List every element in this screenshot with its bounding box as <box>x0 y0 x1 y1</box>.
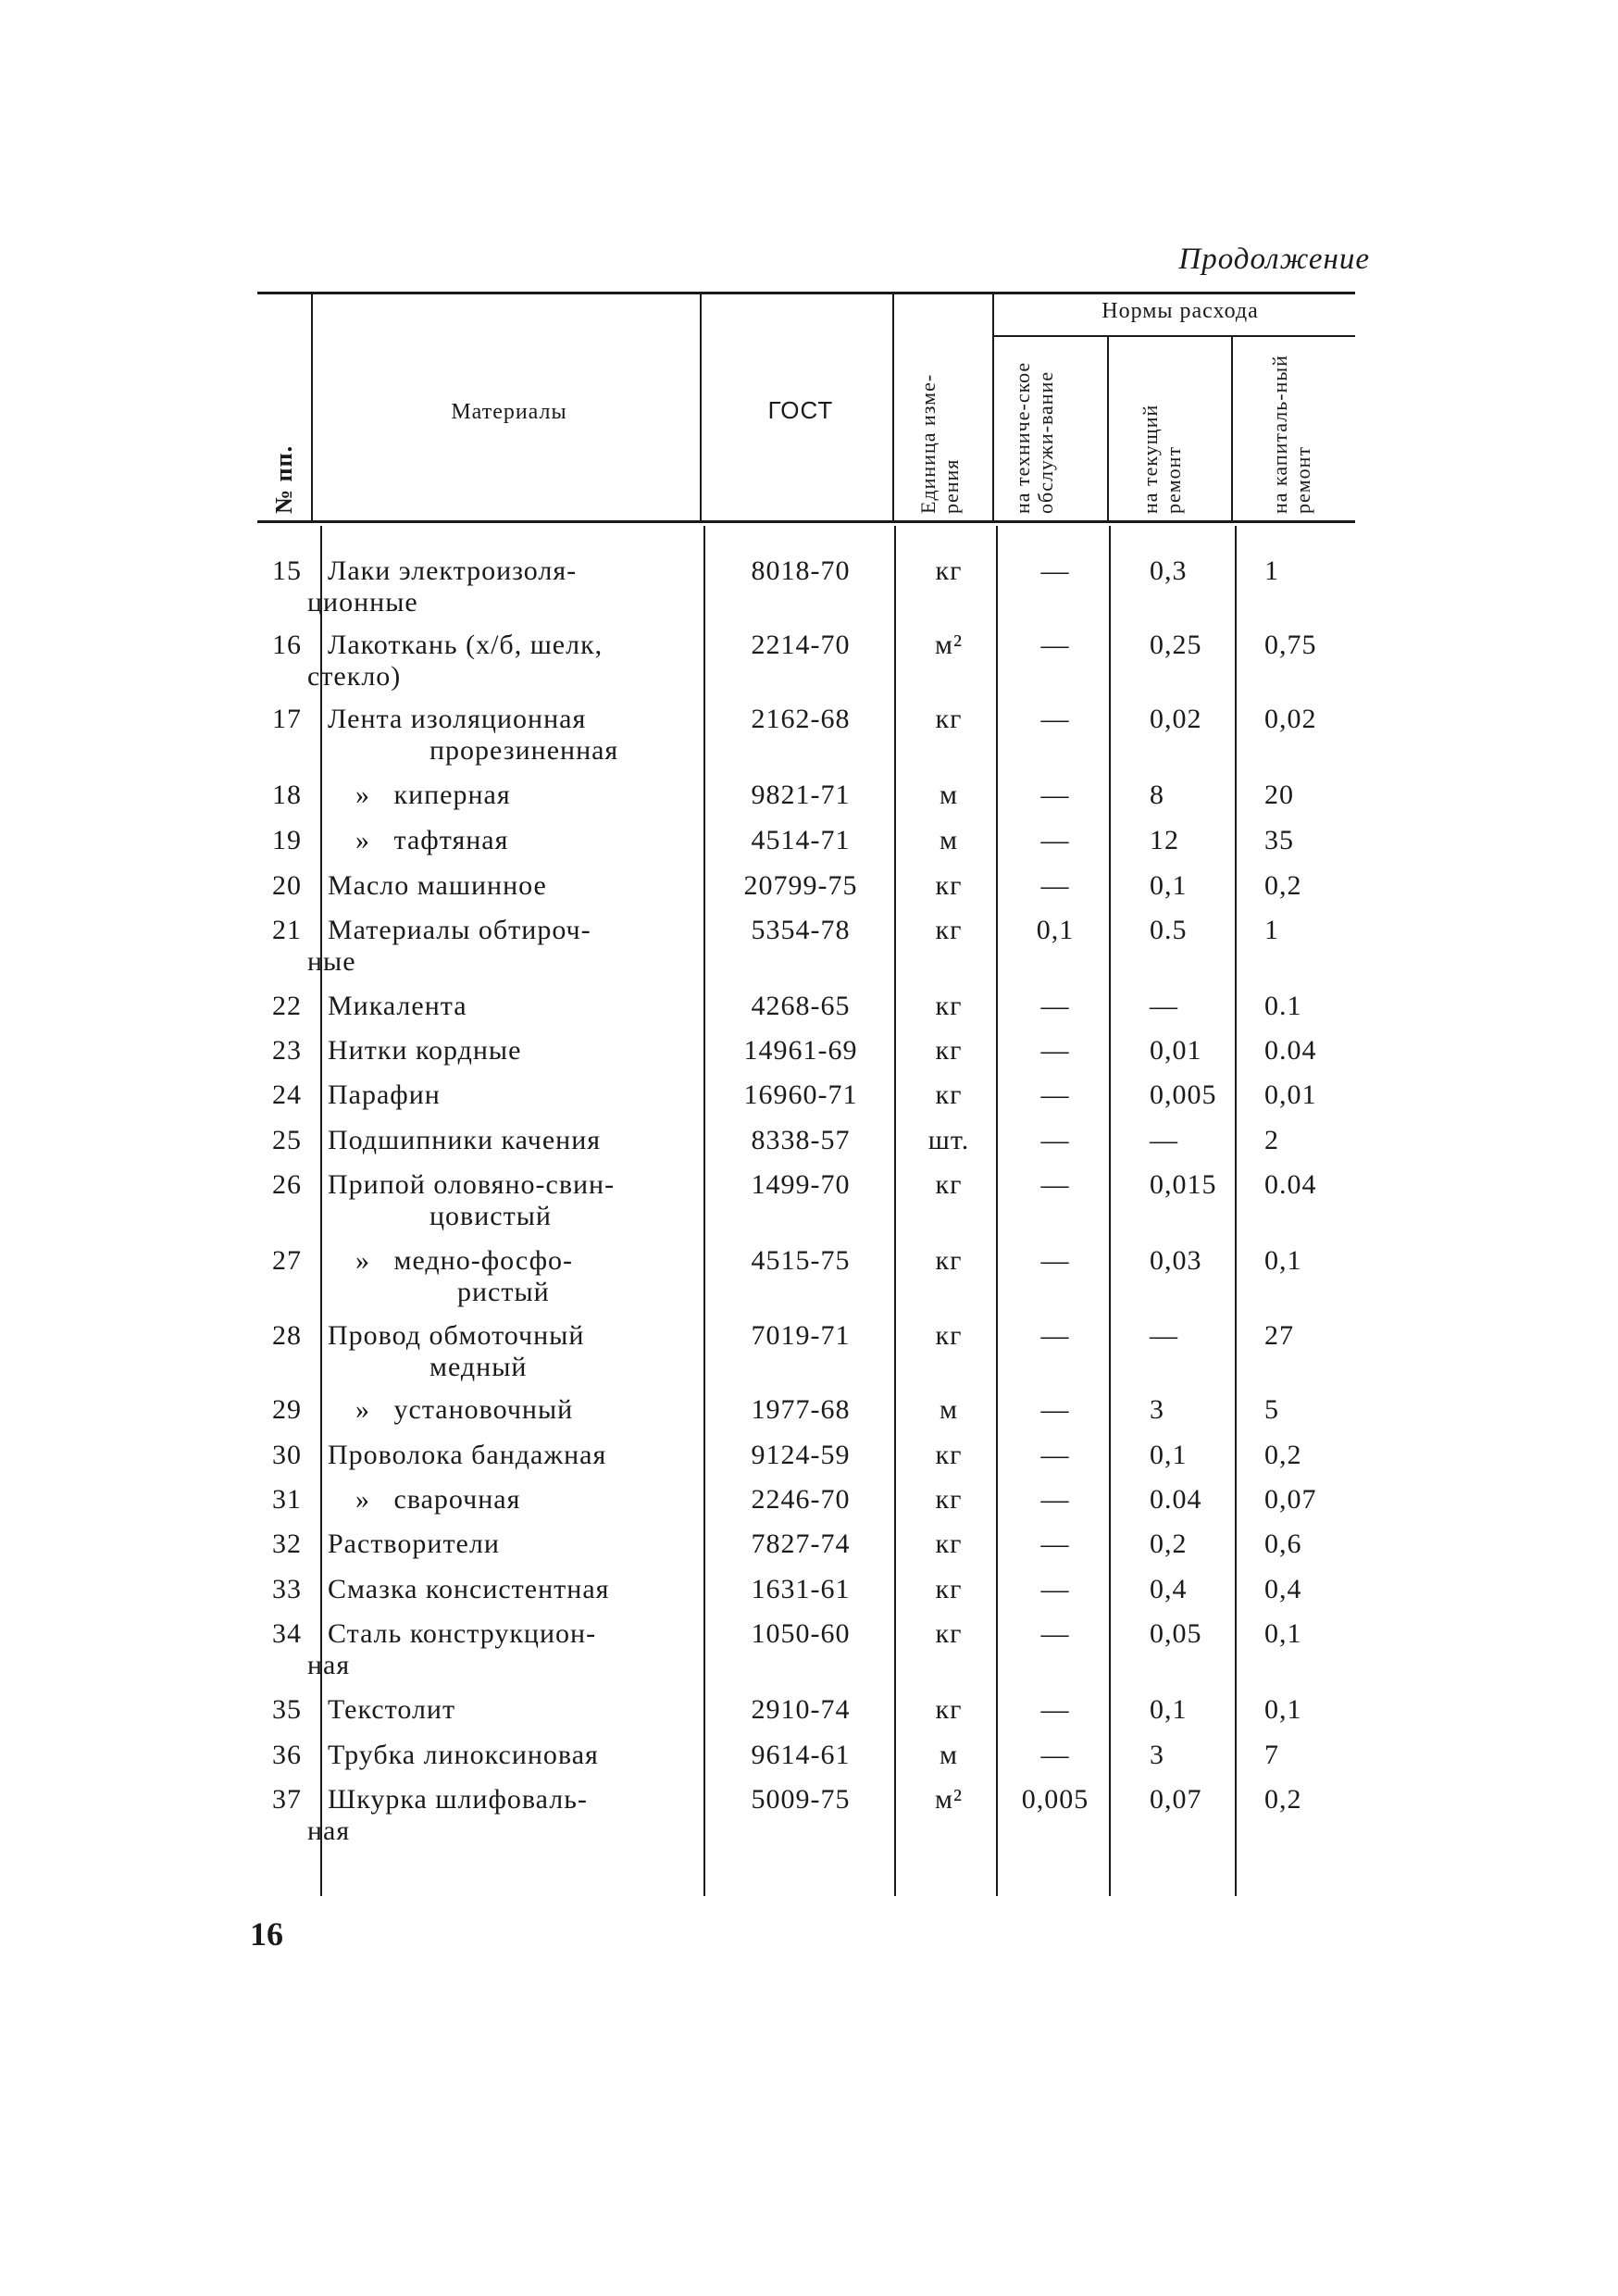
material-line-1: Шкурка шлифоваль- <box>328 1784 588 1815</box>
norm-maintenance: — <box>1040 870 1070 901</box>
material-name <box>328 1440 689 1471</box>
norm-current-repair: 0,4 <box>1150 1574 1188 1604</box>
material-name <box>307 1784 689 1847</box>
norm-capital-repair: 0,2 <box>1264 1784 1302 1815</box>
header-tr: на текущий ремонт <box>1139 404 1185 514</box>
unit-value: м <box>940 780 958 810</box>
norm-current-repair: 0,3 <box>1150 555 1188 586</box>
material-line-2: прорезиненная <box>429 735 619 766</box>
unit-value: кг <box>935 1574 963 1604</box>
material-line-1: Растворители <box>328 1529 500 1559</box>
material-line-1: Нитки кордные <box>328 1035 522 1066</box>
row-number: 31 <box>272 1484 302 1515</box>
norm-current-repair: 0,05 <box>1150 1618 1202 1649</box>
material-name <box>328 1574 689 1605</box>
norm-capital-repair: 0,1 <box>1264 1245 1302 1276</box>
row-number: 37 <box>272 1784 302 1815</box>
row-number: 16 <box>272 630 302 660</box>
norm-current-repair: 0.04 <box>1150 1484 1202 1515</box>
norm-capital-repair: 1 <box>1264 915 1279 945</box>
material-name <box>307 1618 689 1681</box>
norm-current-repair: — <box>1150 1320 1178 1351</box>
norm-maintenance: — <box>1040 555 1070 586</box>
material-line-1: Провод обмоточный <box>328 1320 585 1351</box>
gost-value: 5009-75 <box>751 1784 851 1815</box>
norm-maintenance: 0,1 <box>1036 915 1075 945</box>
norm-capital-repair: 27 <box>1264 1320 1294 1351</box>
gost-value: 4515-75 <box>751 1245 851 1276</box>
norm-maintenance: — <box>1040 1169 1070 1200</box>
row-number: 18 <box>272 780 302 810</box>
norm-capital-repair: 0,75 <box>1264 630 1317 660</box>
unit-value: м <box>940 1740 958 1770</box>
material-line-1: » тафтяная <box>355 825 509 855</box>
gost-value: 4268-65 <box>751 991 851 1021</box>
material-line-1: Трубка линоксиновая <box>328 1740 599 1770</box>
material-name <box>328 1079 689 1111</box>
norm-current-repair: 0,015 <box>1150 1169 1217 1200</box>
norm-current-repair: 0,2 <box>1150 1529 1188 1559</box>
norm-maintenance: — <box>1040 1694 1070 1725</box>
norm-capital-repair: 0,6 <box>1264 1529 1302 1559</box>
unit-value: кг <box>935 704 963 734</box>
material-line-1: Сталь конструкцион- <box>328 1618 597 1649</box>
material-name <box>307 630 689 693</box>
norm-capital-repair: 0,07 <box>1264 1484 1317 1515</box>
material-line-1: » сварочная <box>355 1484 521 1515</box>
unit-value: м <box>940 1394 958 1425</box>
norm-current-repair: 0,07 <box>1150 1784 1202 1815</box>
row-number: 28 <box>272 1320 302 1351</box>
unit-value: м² <box>935 630 963 660</box>
norm-capital-repair: 1 <box>1264 555 1279 586</box>
norm-capital-repair: 7 <box>1264 1740 1279 1770</box>
row-number: 34 <box>272 1618 302 1649</box>
norm-maintenance: — <box>1040 780 1070 810</box>
unit-value: кг <box>935 1079 963 1110</box>
material-name <box>328 1484 716 1516</box>
norm-maintenance: — <box>1040 630 1070 660</box>
gost-value: 16960-71 <box>743 1079 858 1110</box>
material-line-1: Смазка консистентная <box>328 1574 610 1604</box>
row-number: 33 <box>272 1574 302 1604</box>
body-divider-num <box>320 526 322 1896</box>
row-number: 20 <box>272 870 302 901</box>
row-number: 30 <box>272 1440 302 1470</box>
row-number: 25 <box>272 1125 302 1155</box>
material-line-1: Материалы обтироч- <box>328 915 591 945</box>
unit-value: кг <box>935 915 963 945</box>
unit-value: кг <box>935 870 963 901</box>
norm-maintenance: — <box>1040 1529 1070 1559</box>
norm-capital-repair: 0.04 <box>1264 1035 1317 1066</box>
page-number: 16 <box>250 1915 283 1953</box>
material-name <box>328 1169 689 1232</box>
material-name <box>328 1035 689 1067</box>
material-name <box>328 870 689 902</box>
norm-maintenance: — <box>1040 1618 1070 1649</box>
row-number: 35 <box>272 1694 302 1725</box>
continuation-label: Продолжение <box>1178 243 1370 276</box>
norm-current-repair: 3 <box>1150 1394 1164 1425</box>
material-name <box>328 1740 689 1771</box>
header-unit: Единица изме-рения <box>916 373 963 514</box>
header-bottom-rule <box>257 520 1355 523</box>
gost-value: 9821-71 <box>751 780 851 810</box>
gost-value: 14961-69 <box>743 1035 858 1066</box>
norm-maintenance: — <box>1040 1440 1070 1470</box>
material-line-1: Лаки электроизоля- <box>328 555 578 586</box>
material-name <box>307 915 689 978</box>
gost-value: 1499-70 <box>751 1169 851 1200</box>
row-number: 22 <box>272 991 302 1021</box>
material-line-1: Текстолит <box>328 1694 456 1725</box>
norm-current-repair: 0,25 <box>1150 630 1202 660</box>
gost-value: 1631-61 <box>751 1574 851 1604</box>
norm-current-repair: 8 <box>1150 780 1164 810</box>
body-divider-materials <box>703 526 705 1896</box>
gost-value: 8338-57 <box>751 1125 851 1155</box>
material-name <box>328 1529 689 1560</box>
col-divider-num <box>311 294 313 520</box>
header-to: на техниче-ское обслужи-вание <box>1011 361 1057 514</box>
norm-current-repair: 0,005 <box>1150 1079 1217 1110</box>
material-line-1: Масло машинное <box>328 870 547 901</box>
norm-maintenance: — <box>1040 991 1070 1021</box>
norm-capital-repair: 0,2 <box>1264 1440 1302 1470</box>
norm-current-repair: — <box>1150 991 1178 1021</box>
material-line-1: Проволока бандажная <box>328 1440 607 1470</box>
row-number: 23 <box>272 1035 302 1066</box>
unit-value: кг <box>935 991 963 1021</box>
unit-value: кг <box>935 1035 963 1066</box>
row-number: 17 <box>272 704 302 734</box>
material-line-1: Лента изоляционная <box>328 704 587 734</box>
header-norms: Нормы расхода <box>1101 299 1259 323</box>
row-number: 19 <box>272 825 302 855</box>
norm-maintenance: — <box>1040 704 1070 734</box>
material-name <box>328 1320 689 1383</box>
norms-subheader-rule <box>992 335 1355 337</box>
col-divider-tr <box>1231 337 1233 520</box>
norm-current-repair: 0,1 <box>1150 1694 1188 1725</box>
norm-capital-repair: 0.04 <box>1264 1169 1317 1200</box>
norm-capital-repair: 0,02 <box>1264 704 1317 734</box>
material-line-2: ная <box>307 1650 351 1680</box>
col-divider-gost <box>892 294 894 520</box>
material-line-1: Подшипники качения <box>328 1125 602 1155</box>
material-name <box>328 991 689 1022</box>
material-name <box>328 1694 689 1726</box>
header-materials: Материалы <box>451 400 567 424</box>
norm-maintenance: 0,005 <box>1021 1784 1089 1815</box>
material-name <box>328 825 716 856</box>
material-line-1: » медно-фосфо- <box>355 1245 574 1276</box>
unit-value: кг <box>935 1320 963 1351</box>
row-number: 24 <box>272 1079 302 1110</box>
norm-maintenance: — <box>1040 1394 1070 1425</box>
norm-capital-repair: 20 <box>1264 780 1294 810</box>
norm-capital-repair: 0,1 <box>1264 1618 1302 1649</box>
norm-maintenance: — <box>1040 1245 1070 1276</box>
header-gost: ГОСТ <box>767 396 834 424</box>
table-top-rule <box>257 292 1355 294</box>
gost-value: 1050-60 <box>751 1618 851 1649</box>
material-line-2: ристый <box>457 1277 550 1307</box>
material-line-1: Лакоткань (х/б, шелк, <box>328 630 604 660</box>
gost-value: 2246-70 <box>751 1484 851 1515</box>
norm-capital-repair: 5 <box>1264 1394 1279 1425</box>
norm-maintenance: — <box>1040 1320 1070 1351</box>
unit-value: кг <box>935 1484 963 1515</box>
norm-current-repair: 0,03 <box>1150 1245 1202 1276</box>
unit-value: кг <box>935 1440 963 1470</box>
material-line-1: » киперная <box>355 780 511 810</box>
material-name <box>328 1245 716 1308</box>
material-name <box>328 1125 689 1156</box>
norm-maintenance: — <box>1040 1035 1070 1066</box>
unit-value: кг <box>935 1618 963 1649</box>
material-line-1: Парафин <box>328 1079 441 1110</box>
gost-value: 2162-68 <box>751 704 851 734</box>
row-number: 32 <box>272 1529 302 1559</box>
unit-value: м <box>940 825 958 855</box>
col-divider-to <box>1107 337 1109 520</box>
unit-value: кг <box>935 1529 963 1559</box>
norm-current-repair: 0,1 <box>1150 870 1188 901</box>
norm-current-repair: 0,02 <box>1150 704 1202 734</box>
header-kr: на капиталь-ный ремонт <box>1268 355 1314 514</box>
norm-capital-repair: 0,1 <box>1264 1694 1302 1725</box>
norm-maintenance: — <box>1040 825 1070 855</box>
norm-capital-repair: 0,4 <box>1264 1574 1302 1604</box>
material-line-1: Микалента <box>328 991 467 1021</box>
material-line-2: ционные <box>307 587 418 618</box>
row-number: 26 <box>272 1169 302 1200</box>
header-num: № пп. <box>270 444 297 514</box>
col-divider-unit <box>992 294 994 520</box>
material-name <box>328 1394 716 1426</box>
unit-value: шт. <box>927 1125 970 1155</box>
gost-value: 5354-78 <box>751 915 851 945</box>
norm-capital-repair: 35 <box>1264 825 1294 855</box>
material-line-2: медный <box>429 1352 528 1382</box>
material-line-2: стекло) <box>307 661 402 692</box>
material-name <box>307 555 689 618</box>
norm-capital-repair: 0,2 <box>1264 870 1302 901</box>
gost-value: 9124-59 <box>751 1440 851 1470</box>
body-divider-gost <box>894 526 896 1896</box>
norm-current-repair: — <box>1150 1125 1178 1155</box>
material-line-1: Припой оловяно-свин- <box>328 1169 616 1200</box>
norm-maintenance: — <box>1040 1079 1070 1110</box>
row-number: 21 <box>272 915 302 945</box>
unit-value: кг <box>935 1694 963 1725</box>
norm-current-repair: 3 <box>1150 1740 1164 1770</box>
unit-value: кг <box>935 1245 963 1276</box>
row-number: 15 <box>272 555 302 586</box>
material-name <box>328 704 689 767</box>
body-divider-to <box>1109 526 1111 1896</box>
norm-current-repair: 0,1 <box>1150 1440 1188 1470</box>
gost-value: 2910-74 <box>751 1694 851 1725</box>
gost-value: 8018-70 <box>751 555 851 586</box>
gost-value: 2214-70 <box>751 630 851 660</box>
gost-value: 7019-71 <box>751 1320 851 1351</box>
material-line-2: ные <box>307 946 356 977</box>
material-line-2: ная <box>307 1816 351 1846</box>
norm-current-repair: 0.5 <box>1150 915 1188 945</box>
unit-value: м² <box>935 1784 963 1815</box>
col-divider-materials <box>700 294 702 520</box>
gost-value: 1977-68 <box>751 1394 851 1425</box>
material-name <box>328 780 716 811</box>
gost-value: 20799-75 <box>743 870 858 901</box>
unit-value: кг <box>935 1169 963 1200</box>
material-line-1: » установочный <box>355 1394 574 1425</box>
row-number: 27 <box>272 1245 302 1276</box>
gost-value: 4514-71 <box>751 825 851 855</box>
material-line-2: цовистый <box>429 1201 552 1231</box>
norm-maintenance: — <box>1040 1484 1070 1515</box>
norm-capital-repair: 0.1 <box>1264 991 1302 1021</box>
unit-value: кг <box>935 555 963 586</box>
gost-value: 7827-74 <box>751 1529 851 1559</box>
norm-current-repair: 0,01 <box>1150 1035 1202 1066</box>
gost-value: 9614-61 <box>751 1740 851 1770</box>
row-number: 29 <box>272 1394 302 1425</box>
norm-maintenance: — <box>1040 1574 1070 1604</box>
norm-current-repair: 12 <box>1150 825 1179 855</box>
norm-capital-repair: 2 <box>1264 1125 1279 1155</box>
norm-capital-repair: 0,01 <box>1264 1079 1317 1110</box>
row-number: 36 <box>272 1740 302 1770</box>
norm-maintenance: — <box>1040 1740 1070 1770</box>
norm-maintenance: — <box>1040 1125 1070 1155</box>
